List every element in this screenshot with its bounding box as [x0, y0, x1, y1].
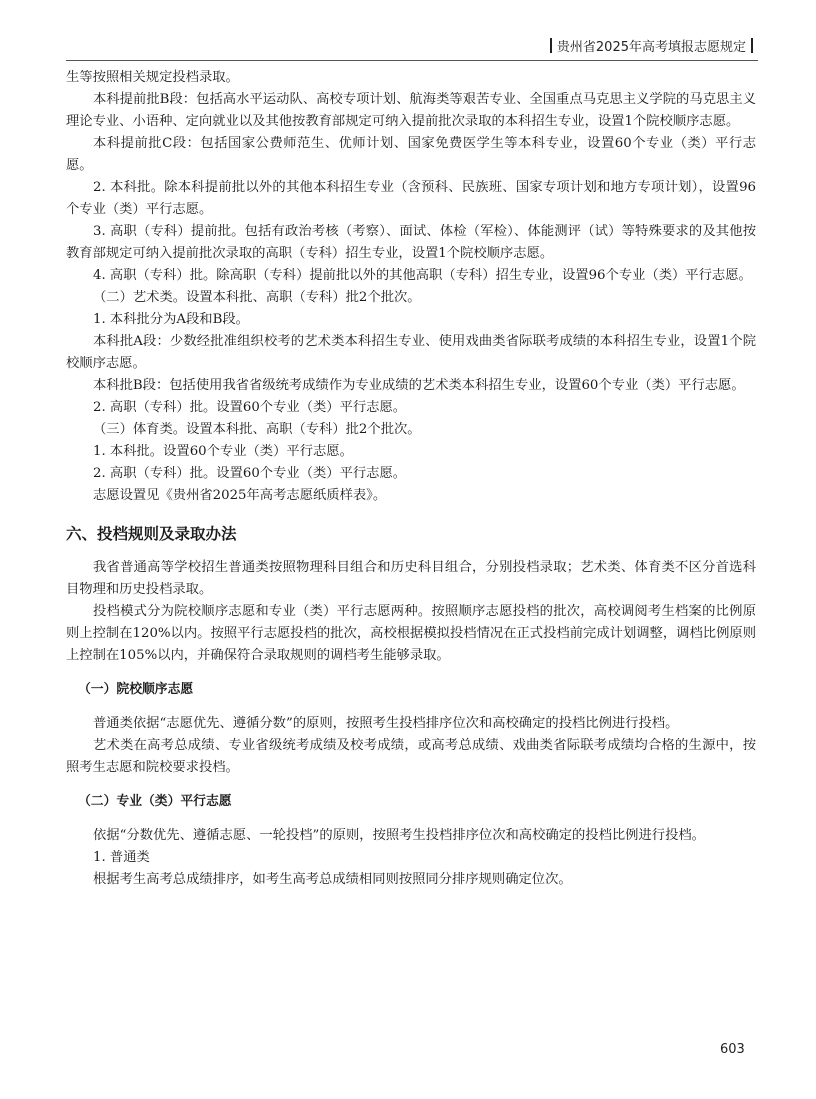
page-body — [66, 67, 756, 891]
paragraph: （二）艺术类。设置本科批、高职（专科）批2个批次。 — [93, 290, 421, 305]
paragraph: 2. 高职（专科）批。设置60个专业（类）平行志愿。 — [93, 400, 407, 415]
header-rule — [66, 60, 758, 61]
paragraph: 根据考生高考总成绩排序，如考生高考总成绩相同则按照同分排序规则确定位次。 — [93, 872, 572, 887]
paragraph: 志愿设置见《贵州省2025年高考志愿纸质样表》。 — [93, 488, 387, 503]
paragraph: 本科批B段：包括使用我省省级统考成绩作为专业成绩的艺术类本科招生专业，设置60个专业（类）平行志愿。 — [93, 378, 745, 393]
paragraph: 艺术类在高考总成绩、专业省级统考成绩及校考成绩，或高考总成绩、戏曲类省际联考成绩均合格的生源中，按照考生志愿和院校要求投档。 — [66, 738, 756, 775]
subsection-title: （一）院校顺序志愿 — [78, 682, 194, 697]
paragraph: 本科批A段：少数经批准组织校考的艺术类本科招生专业、使用戏曲类省际联考成绩的本科招生专业，设置1个院校顺序志愿。 — [66, 334, 756, 371]
paragraph: 1. 本科批。设置60个专业（类）平行志愿。 — [93, 444, 353, 459]
paragraph: 我省普通高等学校招生普通类按照物理科目组合和历史科目组合，分别投档录取；艺术类、体育类不区分首选科目物理和历史投档录取。 — [66, 560, 756, 597]
paragraph: 1. 本科批分为A段和B段。 — [93, 312, 249, 327]
header-bar-right — [751, 38, 753, 53]
paragraph: 3. 高职（专科）提前批。包括有政治考核（考察）、面试、体检（军检）、体能测评（试）等特殊要求的及其他按教育部规定可纳入提前批次录取的高职（专科）招生专业，设置1个院校顺序志愿。 — [66, 224, 756, 261]
paragraph: 依据“分数优先、遵循志愿、一轮投档”的原则，按照考生投档排序位次和高校确定的投档比例进行投档。 — [93, 828, 705, 843]
running-header — [0, 38, 758, 57]
paragraph: 生等按照相关规定投档录取。 — [66, 70, 239, 85]
header-title: 贵州省2025年高考填报志愿规定 — [556, 40, 746, 55]
paragraph: 2. 本科批。除本科提前批以外的其他本科招生专业（含预科、民族班、国家专项计划和地方专项计划），设置96个专业（类）平行志愿。 — [66, 180, 756, 217]
paragraph: 1. 普通类 — [93, 850, 150, 865]
paragraph: 投档模式分为院校顺序志愿和专业（类）平行志愿两种。按照顺序志愿投档的批次，高校调阅考生档案的比例原则上控制在120%以内。按照平行志愿投档的批次，高校根据模拟投档情况在正式投档前完成计划调整，调档比例原则上控制在105%以内，并确保符合录取规则的调档考生能够录取。 — [66, 604, 756, 663]
section-title: 六、投档规则及录取办法 — [66, 525, 237, 543]
paragraph: （三）体育类。设置本科批、高职（专科）批2个批次。 — [93, 422, 421, 437]
paragraph: 2. 高职（专科）批。设置60个专业（类）平行志愿。 — [93, 466, 407, 481]
paragraph: 本科提前批B段：包括高水平运动队、高校专项计划、航海类等艰苦专业、全国重点马克思主义学院的马克思主义理论专业、小语种、定向就业以及其他按教育部规定可纳入提前批次录取的本科招生专业，设置1个院校顺序志愿。 — [66, 92, 756, 129]
paragraph: 普通类依据“志愿优先、遵循分数”的原则，按照考生投档排序位次和高校确定的投档比例进行投档。 — [93, 716, 679, 731]
header-bar-left — [550, 38, 552, 53]
paragraph: 4. 高职（专科）批。除高职（专科）提前批以外的其他高职（专科）招生专业，设置96个专业（类）平行志愿。 — [93, 268, 752, 283]
paragraph: 本科提前批C段：包括国家公费师范生、优师计划、国家免费医学生等本科专业，设置60个专业（类）平行志愿。 — [66, 136, 756, 173]
page-number: 603 — [720, 1042, 745, 1057]
subsection-title: （二）专业（类）平行志愿 — [78, 794, 232, 809]
